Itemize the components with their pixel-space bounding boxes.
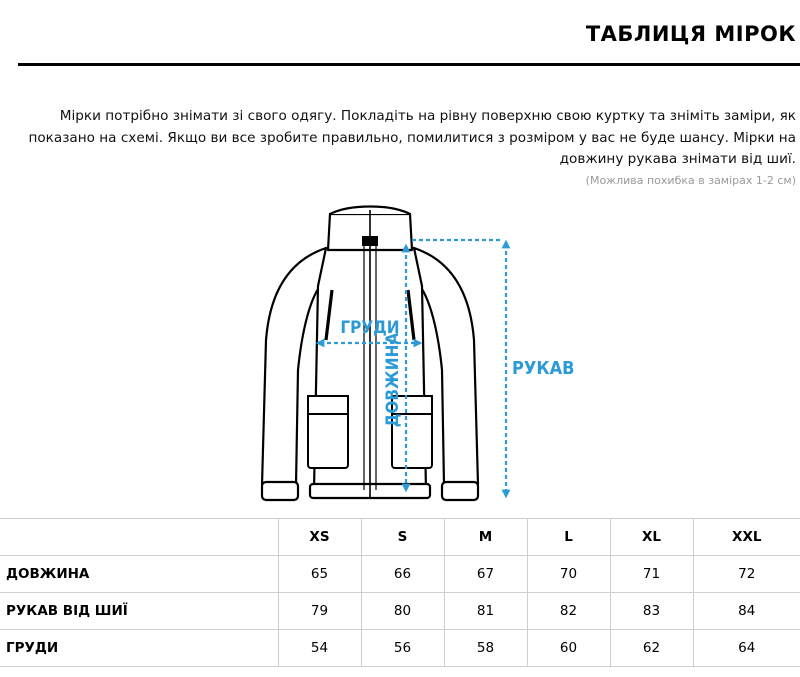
measurement-diagram xyxy=(250,200,580,510)
table-cell: 71 xyxy=(610,556,693,593)
chest-label: ГРУДИ xyxy=(340,318,400,338)
jacket-outline-icon xyxy=(250,200,580,510)
size-header: S xyxy=(361,519,444,556)
length-label: ДОВЖИНА xyxy=(383,332,403,428)
table-cell: 70 xyxy=(527,556,610,593)
row-label: ДОВЖИНА xyxy=(0,556,278,593)
measurement-note: (Можлива похибка в замірах 1-2 см) xyxy=(585,174,796,187)
size-header: XL xyxy=(610,519,693,556)
table-cell: 72 xyxy=(693,556,800,593)
table-cell: 64 xyxy=(693,630,800,667)
table-cell: 82 xyxy=(527,593,610,630)
page-title: ТАБЛИЦЯ МІРОК xyxy=(585,22,796,46)
size-header: M xyxy=(444,519,527,556)
sleeve-label: РУКАВ xyxy=(512,358,575,379)
table-row xyxy=(0,556,800,593)
table-cell: 79 xyxy=(278,593,361,630)
intro-text: Мірки потрібно знімати зі свого одягу. Покладіть на рівну поверхню свою куртку та зніміть заміри, як показано на схемі. Якщо ви все зробите правильно, помилитися з розміром у вас не буде шансу. Мірки на довжину рукава знімати від шиї. xyxy=(28,108,796,167)
title-divider xyxy=(18,63,800,66)
table-row xyxy=(0,630,800,667)
table-cell: 81 xyxy=(444,593,527,630)
table-cell: 84 xyxy=(693,593,800,630)
table-cell: 80 xyxy=(361,593,444,630)
table-cell: 83 xyxy=(610,593,693,630)
table-cell: 54 xyxy=(278,630,361,667)
table-cell: 65 xyxy=(278,556,361,593)
row-label: ГРУДИ xyxy=(0,630,278,667)
table-row xyxy=(0,593,800,630)
table-cell: 58 xyxy=(444,630,527,667)
size-header: L xyxy=(527,519,610,556)
row-label: РУКАВ ВІД ШИЇ xyxy=(0,593,278,630)
table-header-row xyxy=(0,519,800,556)
table-cell: 67 xyxy=(444,556,527,593)
table-cell: 62 xyxy=(610,630,693,667)
table-corner-cell xyxy=(0,519,278,556)
table-cell: 60 xyxy=(527,630,610,667)
table-cell: 66 xyxy=(361,556,444,593)
size-table xyxy=(0,518,800,667)
table-cell: 56 xyxy=(361,630,444,667)
size-header: XS xyxy=(278,519,361,556)
size-header: XXL xyxy=(693,519,800,556)
